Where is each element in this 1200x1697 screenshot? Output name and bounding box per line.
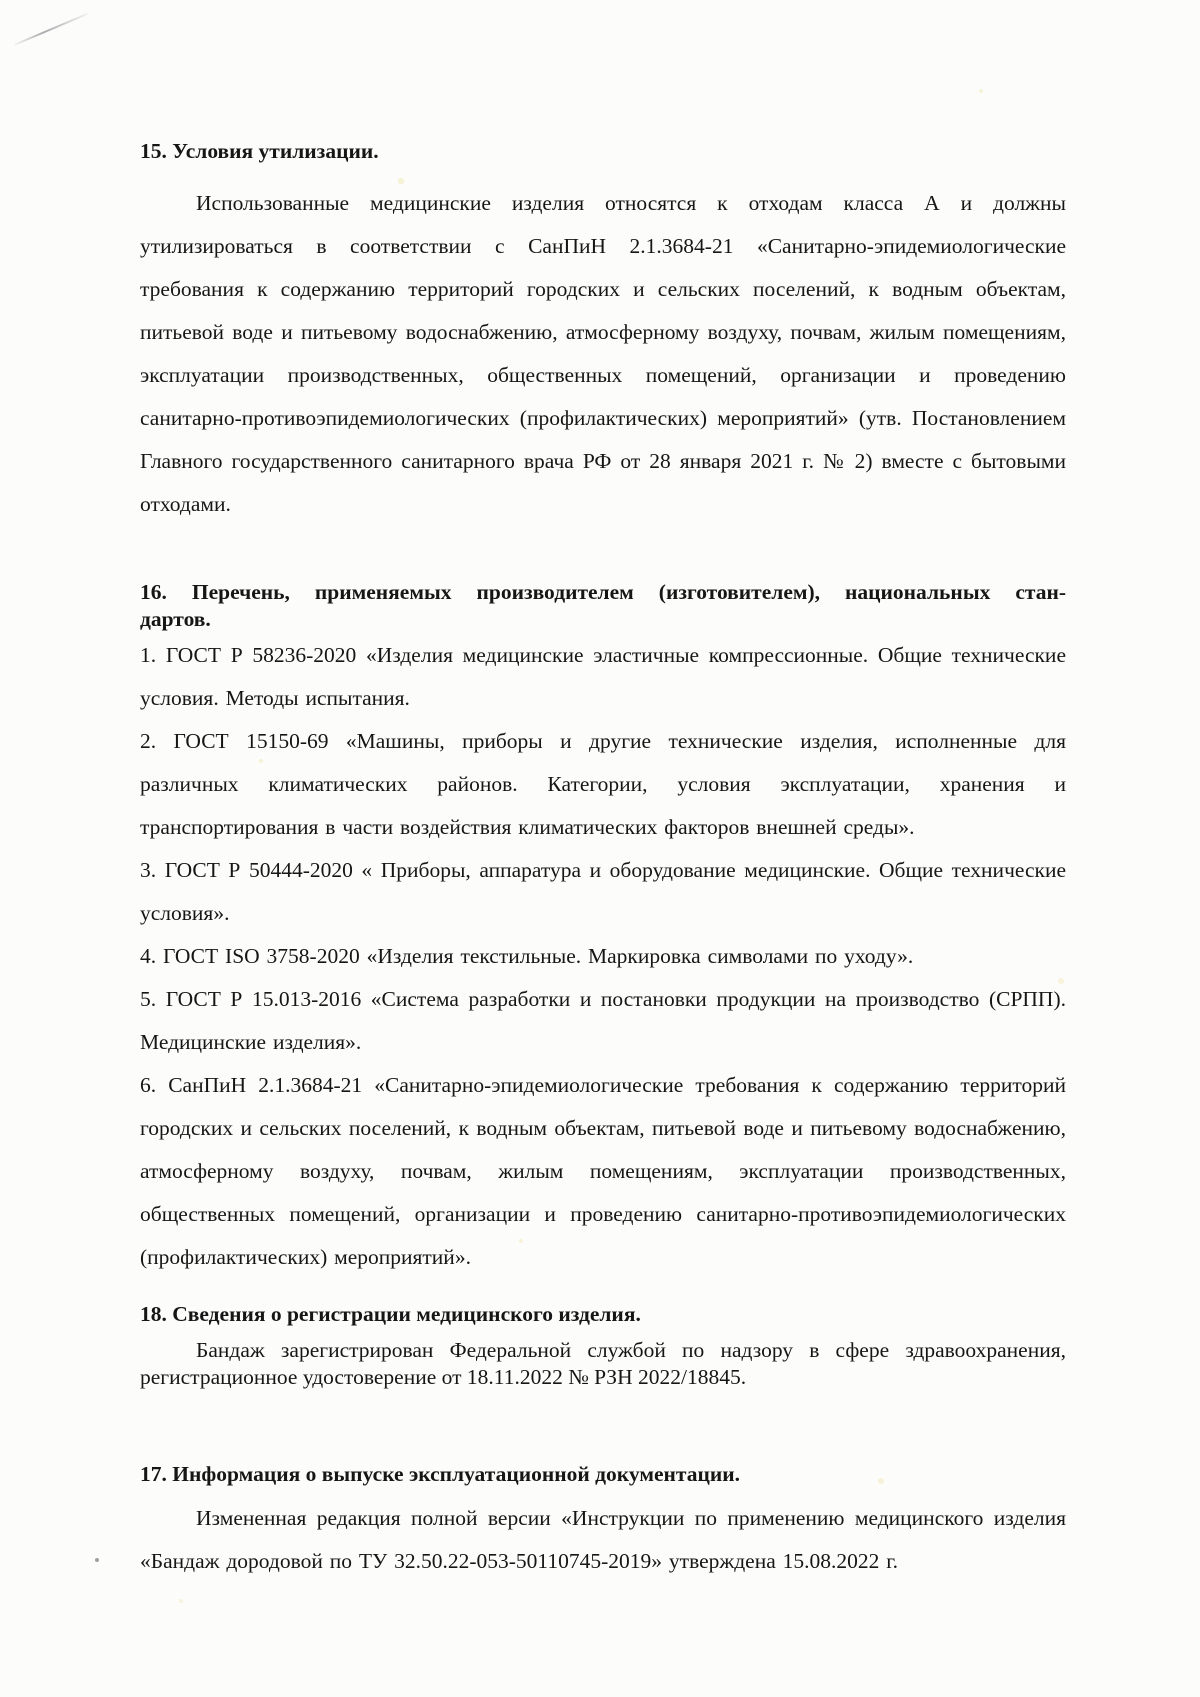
pencil-mark <box>14 13 88 46</box>
section-17-body: Измененная редакция полной версии «Инструкции по применению медицинского изделия «Бандаж дородовой по ТУ 32.50.22-053-50110745-2019» утверждена 15.08.2022 г. <box>140 1506 1066 1573</box>
section-18-heading: 18. Сведения о регистрации медицинского изделия. <box>140 1302 641 1326</box>
standards-list-item: 6. СанПиН 2.1.3684-21 «Санитарно-эпидемиологические требования к содержанию территорий городских и сельских поселений, к водным объектам, питьевой воде и питьевому водоснабжению, атмосферному воздуху, почвам, жилым помещениям, эксплуатации производственных, общественных помещений, организации и проведению санитарно-противоэпидемиологических (профилактических) мероприятий». <box>140 1073 1066 1269</box>
standards-list <box>140 634 1066 1279</box>
standards-list-item: 2. ГОСТ 15150-69 «Машины, приборы и другие технические изделия, исполненные для различных климатических районов. Категории, условия эксплуатации, хранения и транспортирования в части воздействия климатических факторов внешней среды». <box>140 729 1066 839</box>
text-column <box>140 0 1066 1583</box>
standards-list-item: 5. ГОСТ Р 15.013-2016 «Система разработки и постановки продукции на производство (СРПП). Медицинские изделия». <box>140 987 1066 1054</box>
section-17-heading: 17. Информация о выпуске эксплуатационной документации. <box>140 1462 741 1486</box>
section-16-heading-line2: дартов. <box>140 607 211 631</box>
standards-list-item: 4. ГОСТ ISO 3758-2020 «Изделия текстильные. Маркировка символами по уходу». <box>140 944 914 968</box>
section-15-body: Использованные медицинские изделия относятся к отходам класса А и должны утилизироваться в соответствии с СанПиН 2.1.3684-21 «Санитарно-эпидемиологические требования к содержанию территорий городских и сельских поселений, к водным объектам, питьевой воде и питьевому водоснабжению, атмосферному воздуху, почвам, жилым помещениям, эксплуатации производственных, общественных помещений, организации и проведению санитарно-противоэпидемиологических (профилактических) мероприятий» (утв. Постановлением Главного государственного санитарного врача РФ от 28 января 2021 г. № 2) вместе с бытовыми отходами. <box>140 191 1066 516</box>
paper-specks <box>0 0 2 2</box>
standards-list-item: 3. ГОСТ Р 50444-2020 « Приборы, аппаратура и оборудование медицинские. Общие технические условия». <box>140 858 1066 925</box>
standards-list-item: 1. ГОСТ Р 58236-2020 «Изделия медицинские эластичные компрессионные. Общие технические условия. Методы испытания. <box>140 643 1066 710</box>
section-18-body: Бандаж зарегистрирован Федеральной службой по надзору в сфере здравоохранения, регистрационное удостоверение от 18.11.2022 № РЗН 2022/18845. <box>140 1338 1066 1389</box>
section-16-heading-line1: 16. Перечень, применяемых производителем (изготовителем), национальных стан- <box>140 580 1066 604</box>
section-15-heading: 15. Условия утилизации. <box>140 139 379 163</box>
stray-dot <box>95 1558 99 1562</box>
section-16-heading <box>140 579 1066 633</box>
